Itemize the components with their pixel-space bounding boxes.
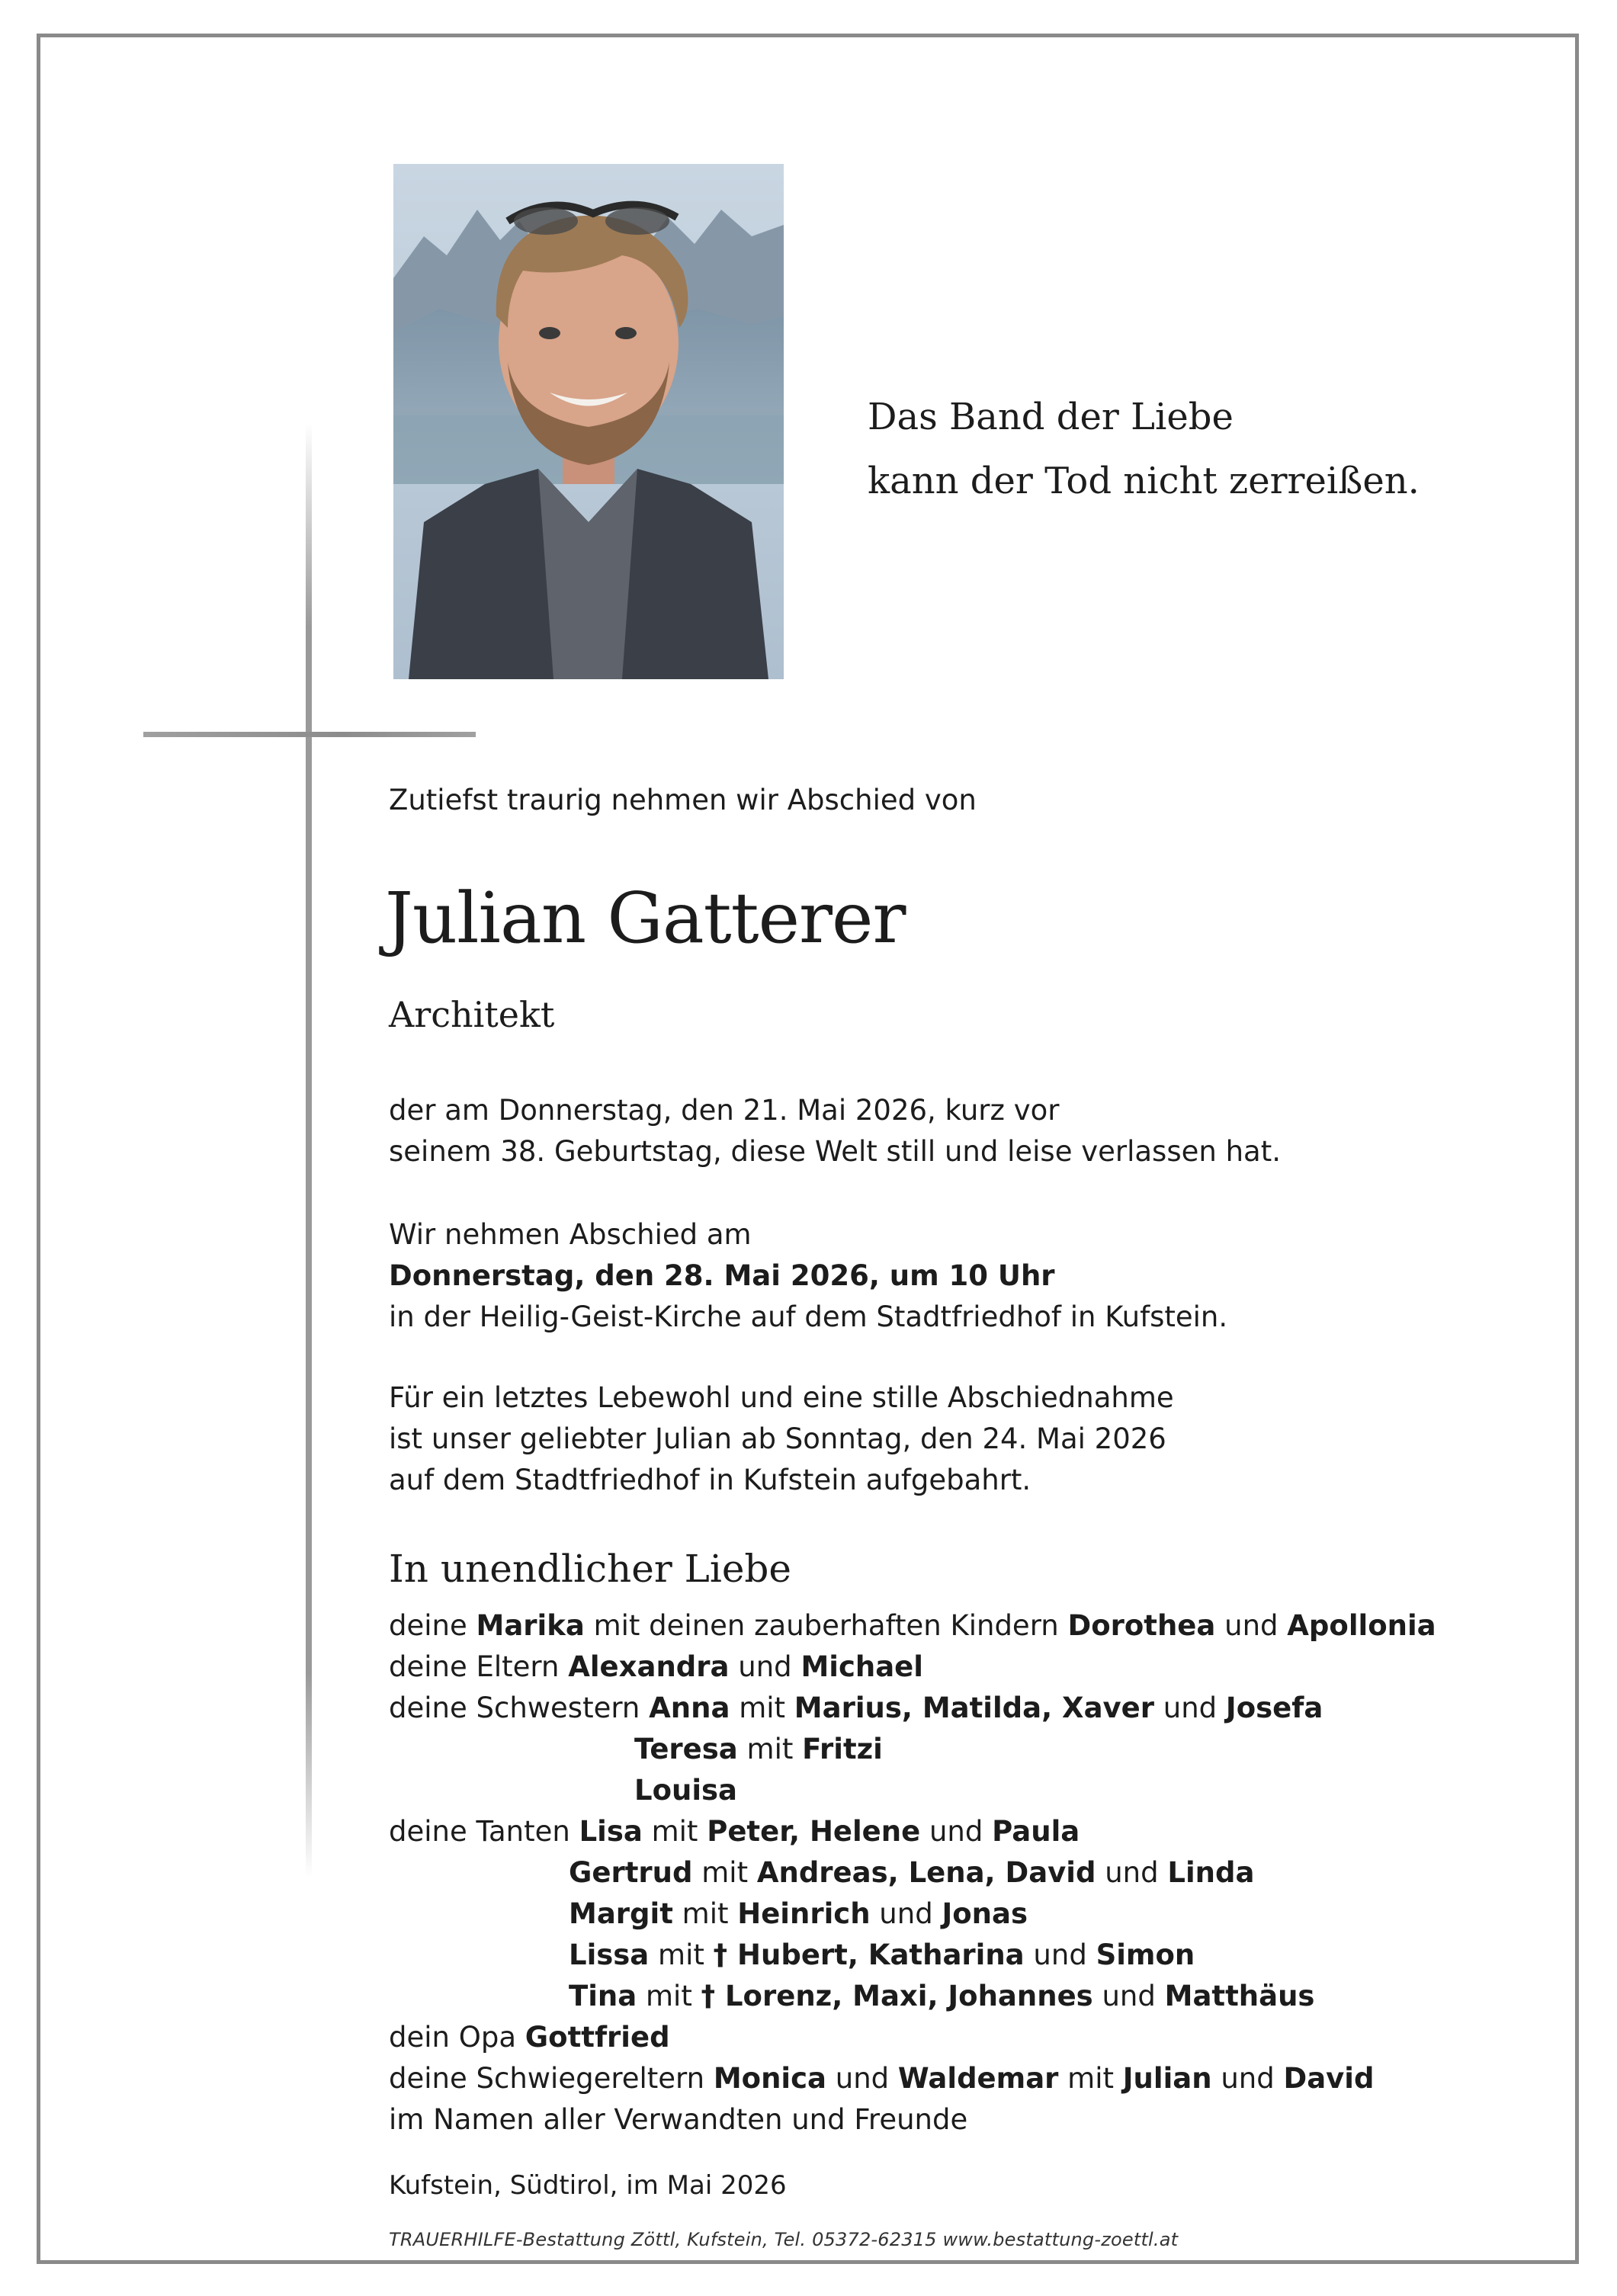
viewing-info — [389, 1377, 1174, 1501]
family-text: mit — [692, 1856, 757, 1889]
motto-line-2: kann der Tod nicht zerreißen. — [868, 460, 1420, 502]
funeral-date: Donnerstag, den 28. Mai 2026, um 10 Uhr — [389, 1259, 1055, 1292]
family-text: und — [870, 1897, 942, 1930]
family-member-name: Michael — [800, 1650, 923, 1683]
deceased-name: Julian Gatterer — [385, 877, 906, 959]
motto-quote — [868, 385, 1420, 513]
family-member-name: Paula — [992, 1815, 1080, 1848]
family-member-name: Fritzi — [802, 1733, 883, 1765]
family-line — [389, 1935, 1436, 1976]
family-member-name: Dorothea — [1067, 1609, 1216, 1642]
family-member-name: Jonas — [942, 1897, 1028, 1930]
family-member-name: Andreas, Lena, David — [756, 1856, 1096, 1889]
family-text: und — [1215, 1609, 1288, 1642]
death-notice — [389, 1090, 1281, 1172]
family-text: deine Eltern — [389, 1650, 569, 1683]
family-line — [389, 1852, 1436, 1894]
family-member-name: Linda — [1167, 1856, 1255, 1889]
family-member-name: † Lorenz, Maxi, Johannes — [701, 1980, 1093, 2012]
death-notice-line-2: seinem 38. Geburtstag, diese Welt still und leise verlassen hat. — [389, 1135, 1281, 1168]
family-member-name: Simon — [1096, 1938, 1195, 1971]
cross-horizontal-bar — [143, 732, 476, 737]
family-line — [389, 2099, 1436, 2140]
family-member-name: Tina — [569, 1980, 637, 2012]
death-notice-line-1: der am Donnerstag, den 21. Mai 2026, kurz vor — [389, 1094, 1060, 1127]
family-text: und — [729, 1650, 801, 1683]
family-line — [389, 1605, 1436, 1647]
family-member-name: † Hubert, Katharina — [713, 1938, 1025, 1971]
family-text: mit deinen zauberhaften Kindern — [584, 1609, 1068, 1642]
family-text: mit — [642, 1815, 707, 1848]
family-text: und — [920, 1815, 993, 1848]
family-line — [389, 1688, 1436, 1729]
viewing-line-1: Für ein letztes Lebewohl und eine stille Abschiednahme — [389, 1381, 1174, 1414]
family-member-name: Anna — [649, 1692, 730, 1724]
family-member-name: Matthäus — [1164, 1980, 1315, 2012]
family-line — [389, 2017, 1436, 2058]
family-text: deine Tanten — [389, 1815, 579, 1848]
family-text: und — [1096, 1856, 1168, 1889]
family-text: mit — [672, 1897, 738, 1930]
family-text: und — [1092, 1980, 1165, 2012]
family-member-name: Margit — [569, 1897, 673, 1930]
family-line — [389, 1770, 1436, 1811]
intro-text: Zutiefst traurig nehmen wir Abschied von — [389, 784, 977, 816]
viewing-line-2: ist unser geliebter Julian ab Sonntag, den 24. Mai 2026 — [389, 1422, 1166, 1455]
family-text: und — [826, 2062, 898, 2095]
family-text: dein Opa — [389, 2021, 525, 2054]
family-list — [389, 1605, 1436, 2140]
love-heading: In unendlicher Liebe — [389, 1547, 792, 1591]
family-member-name: Marika — [476, 1609, 585, 1642]
cross-vertical-bar — [306, 423, 312, 1878]
family-line — [389, 2058, 1436, 2099]
family-text: mit — [737, 1733, 803, 1765]
place-date: Kufstein, Südtirol, im Mai 2026 — [389, 2170, 787, 2201]
portrait-photo — [393, 164, 784, 679]
family-text: im Namen aller Verwandten und Freunde — [389, 2103, 968, 2136]
funeral-info — [389, 1214, 1227, 1338]
viewing-line-3: auf dem Stadtfriedhof in Kufstein aufgebahrt. — [389, 1464, 1031, 1496]
family-member-name: David — [1283, 2062, 1375, 2095]
family-member-name: Josefa — [1225, 1692, 1323, 1724]
family-text: mit — [730, 1692, 794, 1724]
funeral-line-1: Wir nehmen Abschied am — [389, 1218, 752, 1251]
funeral-home-footer: TRAUERHILFE-Bestattung Zöttl, Kufstein, Tel. 05372-62315 www.bestattung-zoettl.at — [389, 2229, 1179, 2250]
family-text: und — [1154, 1692, 1226, 1724]
family-line — [389, 1811, 1436, 1852]
family-member-name: Alexandra — [568, 1650, 730, 1683]
family-line — [389, 1894, 1436, 1935]
family-text: mit — [637, 1980, 701, 2012]
family-member-name: Gottfried — [525, 2021, 670, 2054]
family-member-name: Julian — [1122, 2062, 1212, 2095]
family-member-name: Lisa — [579, 1815, 643, 1848]
family-member-name: Marius, Matilda, Xaver — [794, 1692, 1154, 1724]
family-text: und — [1024, 1938, 1096, 1971]
family-text: mit — [1058, 2062, 1123, 2095]
family-line — [389, 1647, 1436, 1688]
family-text: und — [1211, 2062, 1284, 2095]
family-member-name: Lissa — [569, 1938, 650, 1971]
family-member-name: Monica — [713, 2062, 826, 2095]
family-text: deine — [389, 1609, 476, 1642]
family-text: deine Schwestern — [389, 1692, 650, 1724]
family-member-name: Apollonia — [1287, 1609, 1436, 1642]
family-text: mit — [649, 1938, 714, 1971]
family-text: deine Schwiegereltern — [389, 2062, 714, 2095]
family-line — [389, 1976, 1436, 2017]
family-member-name: Louisa — [634, 1774, 738, 1807]
family-member-name: Teresa — [634, 1733, 738, 1765]
deceased-profession: Architekt — [389, 994, 555, 1035]
family-line — [389, 1729, 1436, 1770]
family-member-name: Peter, Helene — [707, 1815, 921, 1848]
motto-line-1: Das Band der Liebe — [868, 396, 1234, 438]
family-member-name: Heinrich — [737, 1897, 871, 1930]
family-member-name: Waldemar — [897, 2062, 1059, 2095]
family-member-name: Gertrud — [569, 1856, 693, 1889]
funeral-line-3: in der Heilig-Geist-Kirche auf dem Stadtfriedhof in Kufstein. — [389, 1300, 1228, 1333]
